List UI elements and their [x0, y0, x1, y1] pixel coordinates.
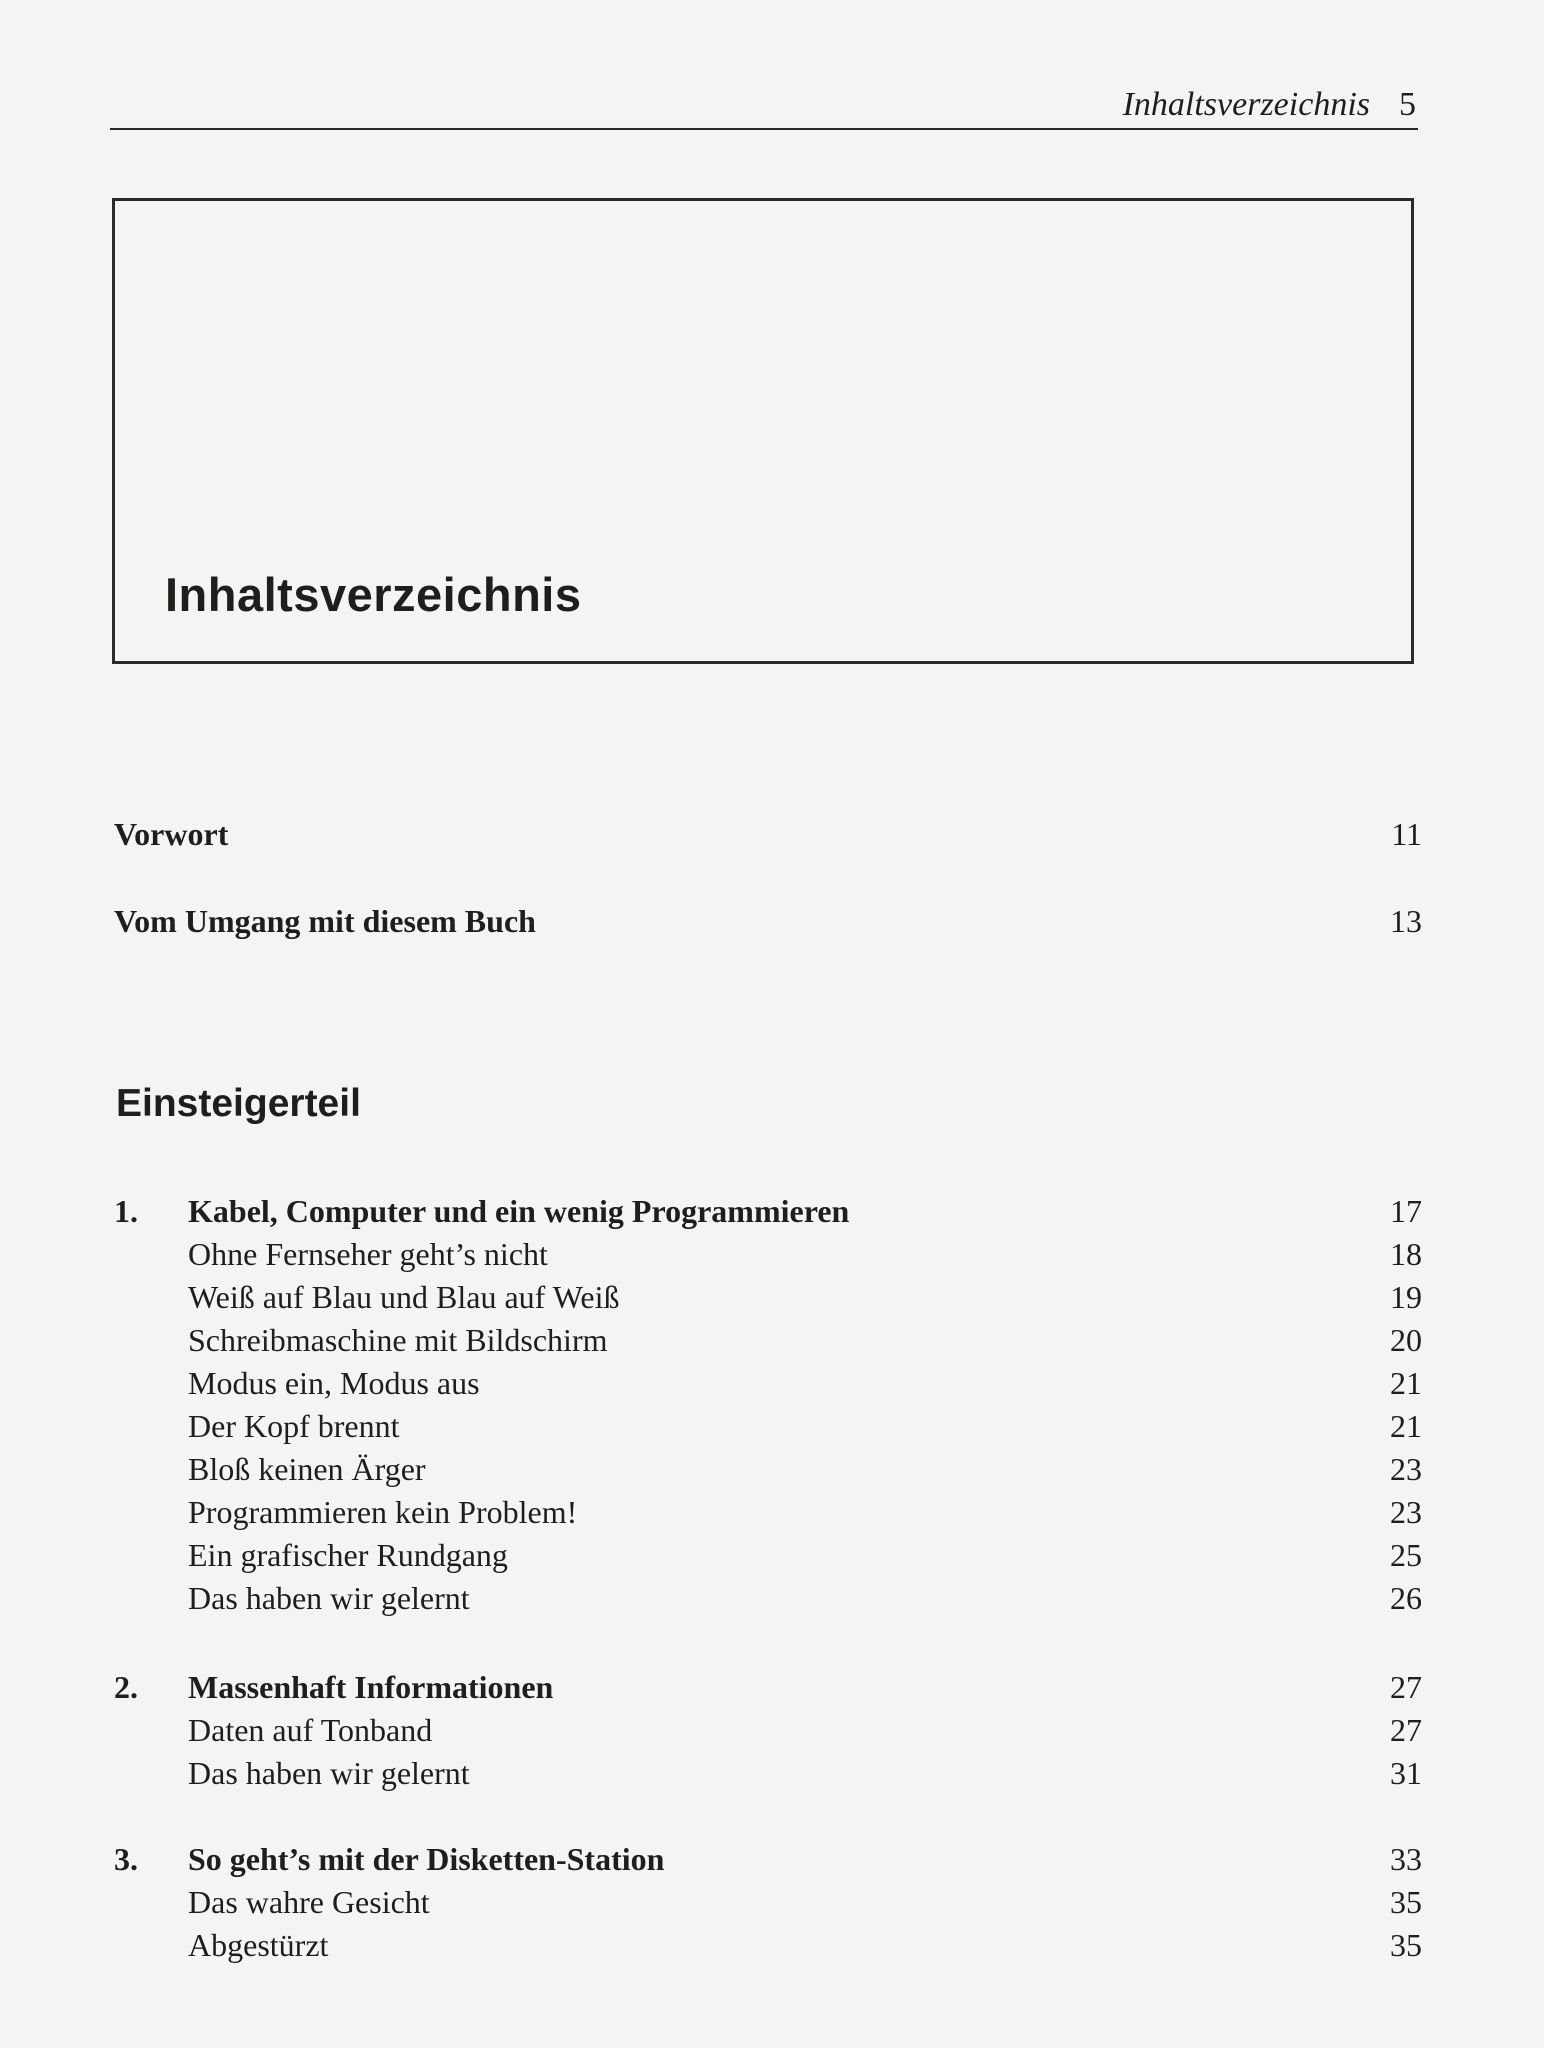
- toc-entry-page: 35: [1390, 1884, 1422, 1920]
- toc-entry: [114, 1362, 1422, 1405]
- toc-entry-page: 26: [1390, 1580, 1422, 1616]
- toc-entry-page: 20: [1390, 1322, 1422, 1358]
- toc-entry-page: 31: [1390, 1755, 1422, 1791]
- toc-entry: [114, 1276, 1422, 1319]
- chapter-title: Kabel, Computer und ein wenig Programmieren: [188, 1193, 850, 1229]
- toc-entry-label: Modus ein, Modus aus: [188, 1365, 480, 1401]
- chapter-1: [114, 1190, 1422, 1620]
- chapter-heading: [114, 1666, 1422, 1709]
- toc-entry: [114, 1233, 1422, 1276]
- chapter-2: [114, 1666, 1422, 1795]
- toc-entry-umgang: [114, 903, 1422, 947]
- toc-entry: [114, 1405, 1422, 1448]
- running-header: [110, 78, 1418, 130]
- chapter-heading: [114, 1190, 1422, 1233]
- toc-entry: [114, 1319, 1422, 1362]
- toc-entry: [114, 1924, 1422, 1967]
- toc-entry-vorwort: [114, 816, 1422, 860]
- toc-entry-page: 23: [1390, 1494, 1422, 1530]
- toc-entry-page: 21: [1390, 1408, 1422, 1444]
- toc-entry-label: Abgestürzt: [188, 1927, 329, 1963]
- chapter-number: 2.: [114, 1669, 138, 1705]
- toc-entry-label: Ein grafischer Rundgang: [188, 1537, 508, 1573]
- chapter-heading: [114, 1838, 1422, 1881]
- page-number: 5: [1399, 86, 1416, 123]
- toc-entry-page: 18: [1390, 1236, 1422, 1272]
- section-heading: Einsteigerteil: [116, 1082, 361, 1125]
- toc-entry: [114, 1881, 1422, 1924]
- toc-entry-page: 27: [1390, 1712, 1422, 1748]
- chapter-page: 33: [1390, 1841, 1422, 1877]
- toc-entry-label: Weiß auf Blau und Blau auf Weiß: [188, 1279, 620, 1315]
- toc-entry: [114, 1491, 1422, 1534]
- chapter-page: 27: [1390, 1669, 1422, 1705]
- toc-entry-page: 13: [1390, 903, 1422, 939]
- toc-entry-label: Das wahre Gesicht: [188, 1884, 430, 1920]
- chapter-number: 1.: [114, 1193, 138, 1229]
- toc-entry-page: 11: [1391, 816, 1422, 852]
- toc-entry-label: Das haben wir gelernt: [188, 1755, 470, 1791]
- toc-entry-label: Der Kopf brennt: [188, 1408, 400, 1444]
- toc-entry-label: Vorwort: [114, 816, 229, 852]
- chapter-number: 3.: [114, 1841, 138, 1877]
- chapter-page: 17: [1390, 1193, 1422, 1229]
- page-title: Inhaltsverzeichnis: [165, 568, 582, 621]
- toc-entry-label: Daten auf Tonband: [188, 1712, 433, 1748]
- toc-entry-label: Bloß keinen Ärger: [188, 1451, 426, 1487]
- toc-entry: [114, 1577, 1422, 1620]
- toc-entry-label: Schreibmaschine mit Bildschirm: [188, 1322, 608, 1358]
- toc-entry-label: Ohne Fernseher geht’s nicht: [188, 1236, 548, 1272]
- toc-entry-label: Vom Umgang mit diesem Buch: [114, 903, 536, 939]
- chapter-title: So geht’s mit der Disketten-Station: [188, 1841, 665, 1877]
- toc-entry: [114, 1752, 1422, 1795]
- running-header-title: Inhaltsverzeichnis: [1122, 86, 1370, 123]
- toc-entry-label: Das haben wir gelernt: [188, 1580, 470, 1616]
- toc-entry-label: Programmieren kein Problem!: [188, 1494, 578, 1530]
- chapter-title: Massenhaft Informationen: [188, 1669, 554, 1705]
- toc-entry: [114, 1534, 1422, 1577]
- toc-entry-page: 25: [1390, 1537, 1422, 1573]
- toc-entry: [114, 1448, 1422, 1491]
- chapter-3: [114, 1838, 1422, 1967]
- title-box: [112, 198, 1414, 664]
- toc-entry-page: 21: [1390, 1365, 1422, 1401]
- toc-entry-page: 23: [1390, 1451, 1422, 1487]
- toc-entry: [114, 1709, 1422, 1752]
- toc-entry-page: 35: [1390, 1927, 1422, 1963]
- toc-entry-page: 19: [1390, 1279, 1422, 1315]
